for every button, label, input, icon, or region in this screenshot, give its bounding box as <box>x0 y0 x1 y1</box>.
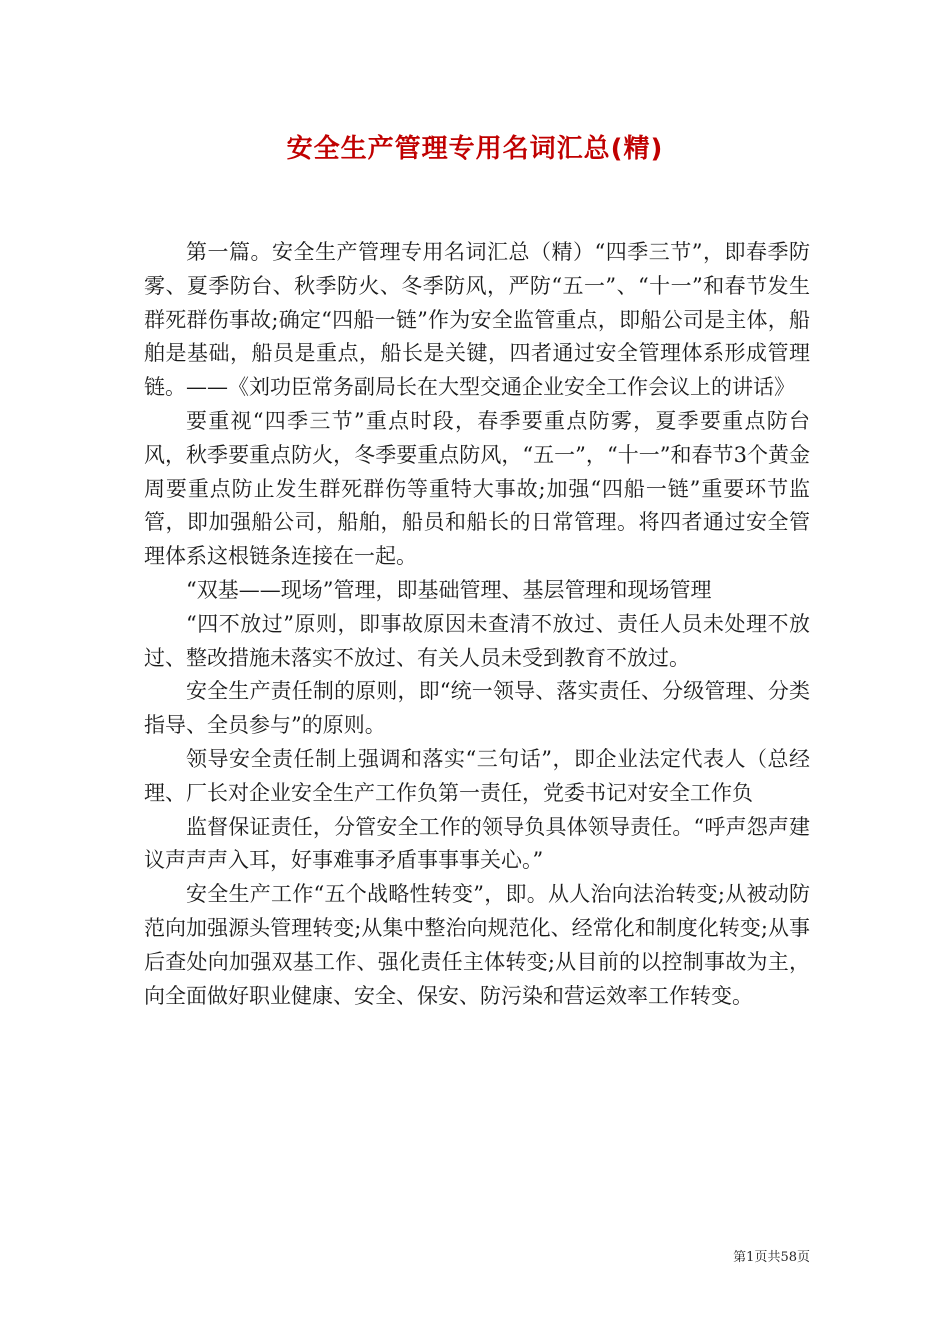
document-title: 安全生产管理专用名词汇总(精) <box>286 134 664 164</box>
paragraph-1: 第一篇。安全生产管理专用名词汇总（精）“四季三节”，即春季防雾、夏季防台、秋季防火、冬季防风，严防“五一”、“十一”和春节发生群死群伤事故;确定“四船一链”作为安全监管重点，即船公司是主体，船舶是基础，船员是重点，船长是关键，四者通过安全管理体系形成管理链。——《刘功臣常务副局长在大型交通企业安全工作会议上的讲话》 <box>144 240 810 400</box>
paragraph-4: “四不放过”原则，即事故原因未查清不放过、责任人员未处理不放过、整改措施未落实不放过、有关人员未受到教育不放过。 <box>144 611 810 670</box>
paragraph-7: 监督保证责任，分管安全工作的领导负具体领导责任。“呼声怨声建议声声声入耳，好事难事矛盾事事事关心。” <box>144 814 810 873</box>
page-number-footer: 第1页共58页 <box>733 1250 810 1265</box>
paragraph-3: “双基——现场”管理，即基础管理、基层管理和现场管理 <box>186 577 712 602</box>
document-body <box>144 236 810 1013</box>
paragraph-5: 安全生产责任制的原则，即“统一领导、落实责任、分级管理、分类指导、全员参与”的原则。 <box>144 679 810 738</box>
paragraph-8: 安全生产工作“五个战略性转变”，即。从人治向法治转变;从被动防范向加强源头管理转变;从集中整治向规范化、经常化和制度化转变;从事后查处向加强双基工作、强化责任主体转变;从目前的以控制事故为主，向全面做好职业健康、安全、保安、防污染和营运效率工作转变。 <box>144 882 810 1008</box>
paragraph-2: 要重视“四季三节”重点时段，春季要重点防雾，夏季要重点防台风，秋季要重点防火，冬季要重点防风，“五一”，“十一”和春节3个黄金周要重点防止发生群死群伤等重特大事故;加强“四船一链”重要环节监管，即加强船公司，船舶，船员和船长的日常管理。将四者通过安全管理体系这根链条连接在一起。 <box>144 408 810 569</box>
paragraph-6: 领导安全责任制上强调和落实“三句话”，即企业法定代表人（总经理、厂长对企业安全生产工作负第一责任，党委书记对安全工作负 <box>144 746 810 805</box>
